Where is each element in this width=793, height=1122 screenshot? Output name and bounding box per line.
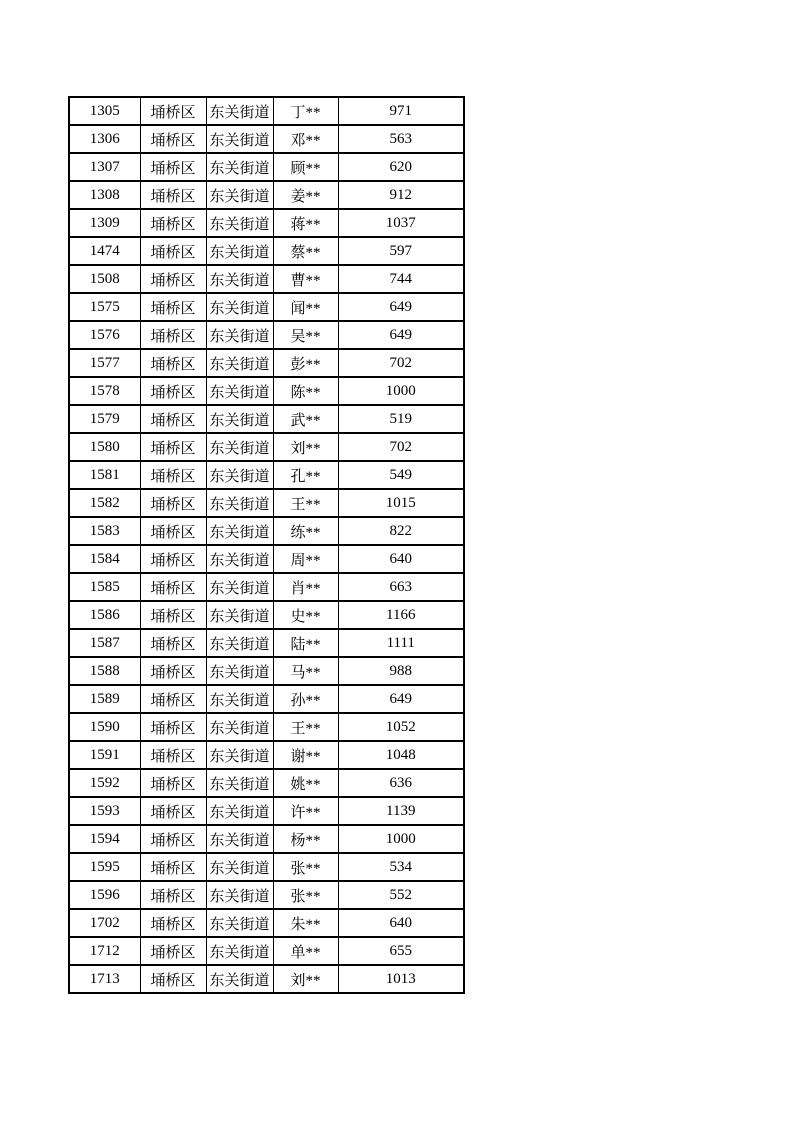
- table-cell-id: 1594: [69, 825, 140, 853]
- table-cell-name: 蒋**: [273, 209, 338, 237]
- table-cell-value: 563: [338, 125, 464, 153]
- table-row: [69, 181, 464, 209]
- table-cell-value: 702: [338, 349, 464, 377]
- table-cell-district: 埇桥区: [140, 125, 206, 153]
- table-cell-name: 闻**: [273, 293, 338, 321]
- table-cell-value: 636: [338, 769, 464, 797]
- table-row: [69, 713, 464, 741]
- table-cell-district: 埇桥区: [140, 741, 206, 769]
- table-cell-value: 702: [338, 433, 464, 461]
- table-cell-street: 东关街道: [206, 881, 273, 909]
- table-cell-name: 顾**: [273, 153, 338, 181]
- table-cell-value: 649: [338, 293, 464, 321]
- table-row: [69, 293, 464, 321]
- table-cell-id: 1508: [69, 265, 140, 293]
- table-cell-name: 陆**: [273, 629, 338, 657]
- table-cell-district: 埇桥区: [140, 909, 206, 937]
- table-cell-street: 东关街道: [206, 601, 273, 629]
- table-cell-value: 534: [338, 853, 464, 881]
- table-cell-district: 埇桥区: [140, 825, 206, 853]
- table-cell-district: 埇桥区: [140, 153, 206, 181]
- table-cell-id: 1589: [69, 685, 140, 713]
- table-cell-id: 1580: [69, 433, 140, 461]
- table-cell-street: 东关街道: [206, 909, 273, 937]
- table-cell-value: 1037: [338, 209, 464, 237]
- table-cell-district: 埇桥区: [140, 545, 206, 573]
- table-cell-value: 649: [338, 685, 464, 713]
- table-cell-value: 640: [338, 545, 464, 573]
- table-cell-value: 988: [338, 657, 464, 685]
- table-cell-id: 1585: [69, 573, 140, 601]
- table-cell-name: 谢**: [273, 741, 338, 769]
- table-cell-value: 744: [338, 265, 464, 293]
- table-row: [69, 685, 464, 713]
- table-row: [69, 265, 464, 293]
- table-cell-name: 肖**: [273, 573, 338, 601]
- table-cell-district: 埇桥区: [140, 685, 206, 713]
- table-cell-district: 埇桥区: [140, 265, 206, 293]
- table-cell-name: 彭**: [273, 349, 338, 377]
- table-cell-id: 1305: [69, 97, 140, 125]
- table-cell-street: 东关街道: [206, 405, 273, 433]
- table-cell-street: 东关街道: [206, 853, 273, 881]
- table-cell-street: 东关街道: [206, 377, 273, 405]
- table-cell-street: 东关街道: [206, 209, 273, 237]
- table-cell-street: 东关街道: [206, 433, 273, 461]
- table-cell-value: 1166: [338, 601, 464, 629]
- table-cell-id: 1596: [69, 881, 140, 909]
- table-cell-name: 陈**: [273, 377, 338, 405]
- table-cell-name: 丁**: [273, 97, 338, 125]
- table-cell-street: 东关街道: [206, 657, 273, 685]
- table-cell-district: 埇桥区: [140, 881, 206, 909]
- table-cell-name: 王**: [273, 489, 338, 517]
- table-cell-district: 埇桥区: [140, 629, 206, 657]
- table-cell-value: 1052: [338, 713, 464, 741]
- table-cell-value: 655: [338, 937, 464, 965]
- table-cell-value: 1000: [338, 377, 464, 405]
- table-cell-district: 埇桥区: [140, 321, 206, 349]
- table-cell-street: 东关街道: [206, 937, 273, 965]
- table-cell-district: 埇桥区: [140, 573, 206, 601]
- table-cell-name: 蔡**: [273, 237, 338, 265]
- table-cell-value: 640: [338, 909, 464, 937]
- table-cell-street: 东关街道: [206, 825, 273, 853]
- table-row: [69, 433, 464, 461]
- records-table-body: [69, 97, 464, 993]
- table-cell-street: 东关街道: [206, 237, 273, 265]
- table-cell-district: 埇桥区: [140, 965, 206, 993]
- table-cell-district: 埇桥区: [140, 601, 206, 629]
- table-cell-id: 1592: [69, 769, 140, 797]
- table-cell-street: 东关街道: [206, 265, 273, 293]
- table-cell-id: 1309: [69, 209, 140, 237]
- table-cell-name: 练**: [273, 517, 338, 545]
- table-cell-name: 张**: [273, 853, 338, 881]
- table-cell-district: 埇桥区: [140, 937, 206, 965]
- table-cell-id: 1713: [69, 965, 140, 993]
- table-row: [69, 965, 464, 993]
- table-cell-street: 东关街道: [206, 349, 273, 377]
- table-cell-value: 1000: [338, 825, 464, 853]
- table-cell-id: 1306: [69, 125, 140, 153]
- table-cell-name: 史**: [273, 601, 338, 629]
- table-cell-id: 1582: [69, 489, 140, 517]
- table-row: [69, 797, 464, 825]
- table-cell-value: 552: [338, 881, 464, 909]
- table-cell-value: 620: [338, 153, 464, 181]
- table-cell-street: 东关街道: [206, 545, 273, 573]
- table-row: [69, 489, 464, 517]
- table-cell-district: 埇桥区: [140, 713, 206, 741]
- table-cell-id: 1712: [69, 937, 140, 965]
- table-cell-value: 597: [338, 237, 464, 265]
- table-cell-id: 1591: [69, 741, 140, 769]
- table-row: [69, 881, 464, 909]
- table-cell-district: 埇桥区: [140, 405, 206, 433]
- table-cell-id: 1575: [69, 293, 140, 321]
- table-cell-name: 张**: [273, 881, 338, 909]
- table-cell-name: 姚**: [273, 769, 338, 797]
- table-cell-street: 东关街道: [206, 573, 273, 601]
- table-cell-name: 马**: [273, 657, 338, 685]
- table-cell-value: 649: [338, 321, 464, 349]
- table-row: [69, 321, 464, 349]
- table-cell-value: 1015: [338, 489, 464, 517]
- table-cell-street: 东关街道: [206, 517, 273, 545]
- table-cell-id: 1578: [69, 377, 140, 405]
- table-row: [69, 97, 464, 125]
- table-cell-value: 1013: [338, 965, 464, 993]
- table-cell-district: 埇桥区: [140, 853, 206, 881]
- table-cell-street: 东关街道: [206, 797, 273, 825]
- table-cell-district: 埇桥区: [140, 349, 206, 377]
- table-cell-district: 埇桥区: [140, 517, 206, 545]
- table-row: [69, 937, 464, 965]
- table-row: [69, 853, 464, 881]
- table-cell-id: 1579: [69, 405, 140, 433]
- table-row: [69, 461, 464, 489]
- table-cell-street: 东关街道: [206, 713, 273, 741]
- table-row: [69, 741, 464, 769]
- table-row: [69, 125, 464, 153]
- table-cell-id: 1577: [69, 349, 140, 377]
- table-cell-district: 埇桥区: [140, 657, 206, 685]
- table-row: [69, 209, 464, 237]
- table-cell-name: 许**: [273, 797, 338, 825]
- table-cell-id: 1584: [69, 545, 140, 573]
- table-row: [69, 153, 464, 181]
- table-cell-name: 刘**: [273, 433, 338, 461]
- table-cell-value: 549: [338, 461, 464, 489]
- table-cell-value: 912: [338, 181, 464, 209]
- table-cell-street: 东关街道: [206, 769, 273, 797]
- table-cell-street: 东关街道: [206, 321, 273, 349]
- table-cell-district: 埇桥区: [140, 769, 206, 797]
- table-row: [69, 769, 464, 797]
- table-cell-name: 单**: [273, 937, 338, 965]
- table-cell-value: 519: [338, 405, 464, 433]
- table-row: [69, 349, 464, 377]
- table-row: [69, 629, 464, 657]
- table-cell-district: 埇桥区: [140, 97, 206, 125]
- table-cell-id: 1590: [69, 713, 140, 741]
- table-cell-street: 东关街道: [206, 489, 273, 517]
- table-cell-name: 王**: [273, 713, 338, 741]
- table-cell-name: 武**: [273, 405, 338, 433]
- table-cell-district: 埇桥区: [140, 181, 206, 209]
- table-cell-street: 东关街道: [206, 181, 273, 209]
- table-cell-name: 曹**: [273, 265, 338, 293]
- table-cell-district: 埇桥区: [140, 797, 206, 825]
- table-cell-name: 杨**: [273, 825, 338, 853]
- table-row: [69, 517, 464, 545]
- table-cell-id: 1702: [69, 909, 140, 937]
- table-cell-value: 971: [338, 97, 464, 125]
- table-row: [69, 377, 464, 405]
- table-cell-name: 周**: [273, 545, 338, 573]
- table-cell-street: 东关街道: [206, 97, 273, 125]
- table-cell-district: 埇桥区: [140, 433, 206, 461]
- table-cell-district: 埇桥区: [140, 489, 206, 517]
- table-cell-id: 1308: [69, 181, 140, 209]
- table-row: [69, 573, 464, 601]
- table-cell-id: 1576: [69, 321, 140, 349]
- table-cell-name: 孙**: [273, 685, 338, 713]
- table-cell-street: 东关街道: [206, 629, 273, 657]
- table-cell-id: 1587: [69, 629, 140, 657]
- table-cell-district: 埇桥区: [140, 237, 206, 265]
- table-row: [69, 825, 464, 853]
- table-cell-name: 吴**: [273, 321, 338, 349]
- table-cell-id: 1307: [69, 153, 140, 181]
- table-cell-value: 1048: [338, 741, 464, 769]
- table-cell-street: 东关街道: [206, 153, 273, 181]
- table-row: [69, 237, 464, 265]
- table-cell-name: 邓**: [273, 125, 338, 153]
- table-cell-street: 东关街道: [206, 741, 273, 769]
- table-cell-district: 埇桥区: [140, 209, 206, 237]
- table-cell-name: 孔**: [273, 461, 338, 489]
- table-cell-value: 1139: [338, 797, 464, 825]
- table-cell-street: 东关街道: [206, 293, 273, 321]
- table-cell-district: 埇桥区: [140, 293, 206, 321]
- table-row: [69, 657, 464, 685]
- table-row: [69, 405, 464, 433]
- table-row: [69, 545, 464, 573]
- table-cell-district: 埇桥区: [140, 377, 206, 405]
- records-table: [68, 96, 465, 994]
- table-cell-id: 1581: [69, 461, 140, 489]
- table-cell-name: 朱**: [273, 909, 338, 937]
- table-row: [69, 909, 464, 937]
- table-cell-street: 东关街道: [206, 125, 273, 153]
- table-cell-id: 1583: [69, 517, 140, 545]
- table-cell-id: 1586: [69, 601, 140, 629]
- table-cell-district: 埇桥区: [140, 461, 206, 489]
- table-cell-value: 663: [338, 573, 464, 601]
- table-cell-street: 东关街道: [206, 461, 273, 489]
- table-cell-street: 东关街道: [206, 965, 273, 993]
- table-cell-id: 1595: [69, 853, 140, 881]
- table-cell-id: 1474: [69, 237, 140, 265]
- table-cell-value: 1111: [338, 629, 464, 657]
- table-row: [69, 601, 464, 629]
- table-cell-id: 1593: [69, 797, 140, 825]
- table-cell-name: 刘**: [273, 965, 338, 993]
- table-cell-name: 姜**: [273, 181, 338, 209]
- table-cell-id: 1588: [69, 657, 140, 685]
- table-cell-street: 东关街道: [206, 685, 273, 713]
- table-cell-value: 822: [338, 517, 464, 545]
